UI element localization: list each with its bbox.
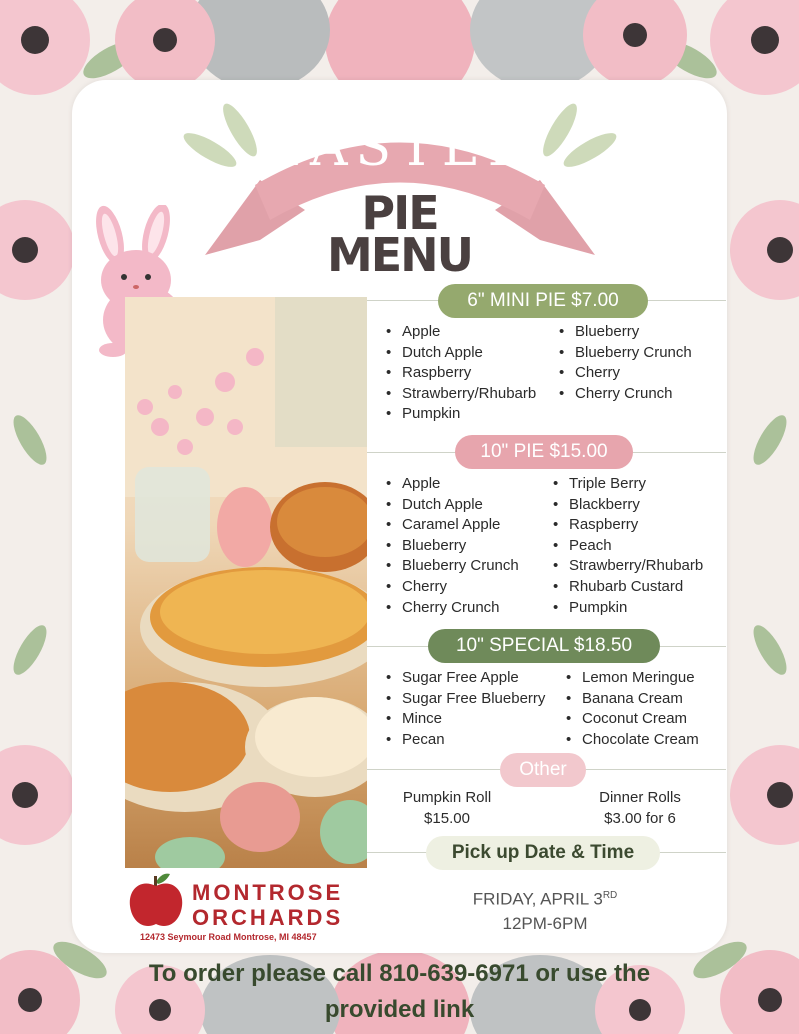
- ten-inch-pie-heading: 10" PIE $15.00: [455, 435, 633, 469]
- list-item: • Blueberry Crunch: [386, 556, 519, 577]
- item-price: $15.00: [424, 810, 470, 827]
- order-line2: provided link: [324, 996, 475, 1023]
- special-pie-list-right: [566, 668, 699, 750]
- list-item: • Rhubarb Custard: [553, 577, 703, 598]
- title-pie: PIE: [361, 186, 438, 240]
- pie-photo: [125, 297, 367, 868]
- pie-image-icon: [125, 297, 367, 868]
- list-item: • Coconut Cream: [566, 709, 699, 730]
- dinner-rolls-item: [570, 787, 710, 829]
- list-item: • Strawberry/Rhubarb: [553, 556, 703, 577]
- list-item: • Mince: [386, 709, 545, 730]
- list-item: • Pumpkin: [553, 598, 703, 619]
- pickup-heading: Pick up Date & Time: [426, 836, 660, 870]
- apple-logo-icon: [128, 868, 184, 932]
- item-price: $3.00 for 6: [604, 810, 676, 827]
- list-item: • Chocolate Cream: [566, 730, 699, 751]
- list-item: • Pecan: [386, 730, 545, 751]
- list-item: • Caramel Apple: [386, 515, 519, 536]
- pickup-time: 12PM-6PM: [502, 913, 588, 933]
- list-item: • Blueberry Crunch: [559, 343, 692, 364]
- list-item: • Sugar Free Apple: [386, 668, 545, 689]
- list-item: • Cherry: [386, 577, 519, 598]
- list-item: • Blackberry: [553, 495, 703, 516]
- item-name: Pumpkin Roll: [402, 789, 492, 806]
- logo-line2: ORCHARDS: [192, 905, 344, 930]
- special-pie-heading: 10" SPECIAL $18.50: [428, 629, 660, 663]
- ten-inch-pie-list-right: [553, 474, 703, 618]
- list-item: • Dutch Apple: [386, 343, 536, 364]
- list-item: • Apple: [386, 474, 519, 495]
- list-item: • Apple: [386, 322, 536, 343]
- list-item: • Raspberry: [553, 515, 703, 536]
- list-item: • Peach: [553, 536, 703, 557]
- list-item: • Lemon Meringue: [566, 668, 699, 689]
- mini-pie-heading: 6" MINI PIE $7.00: [438, 284, 648, 318]
- item-name: Dinner Rolls: [599, 789, 681, 806]
- list-item: • Cherry: [559, 363, 692, 384]
- list-item: • Sugar Free Blueberry: [386, 689, 545, 710]
- pickup-details: [420, 884, 670, 936]
- other-heading: Other: [500, 753, 586, 787]
- special-pie-list-left: [386, 668, 545, 750]
- list-item: • Cherry Crunch: [386, 598, 519, 619]
- ten-inch-pie-list-left: [386, 474, 519, 618]
- logo-address: 12473 Seymour Road Montrose, MI 48457: [140, 932, 317, 942]
- order-instructions: [0, 956, 799, 1028]
- title-easter: EASTER: [264, 118, 535, 178]
- title-menu: MENU: [326, 228, 473, 282]
- list-item: • Blueberry: [386, 536, 519, 557]
- list-item: • Strawberry/Rhubarb: [386, 384, 536, 405]
- list-item: • Blueberry: [559, 322, 692, 343]
- mini-pie-list-left: [386, 322, 536, 425]
- list-item: • Triple Berry: [553, 474, 703, 495]
- pickup-date-suffix: RD: [602, 890, 618, 901]
- pickup-date: FRIDAY, APRIL 3: [472, 889, 603, 909]
- list-item: • Pumpkin: [386, 404, 536, 425]
- list-item: • Raspberry: [386, 363, 536, 384]
- list-item: • Dutch Apple: [386, 495, 519, 516]
- logo-line1: MONTROSE: [192, 880, 344, 905]
- mini-pie-list-right: [559, 322, 692, 404]
- pumpkin-roll-item: [382, 787, 512, 829]
- list-item: • Banana Cream: [566, 689, 699, 710]
- order-line1: To order please call 810-639-6971 or use the: [148, 960, 651, 987]
- list-item: • Cherry Crunch: [559, 384, 692, 405]
